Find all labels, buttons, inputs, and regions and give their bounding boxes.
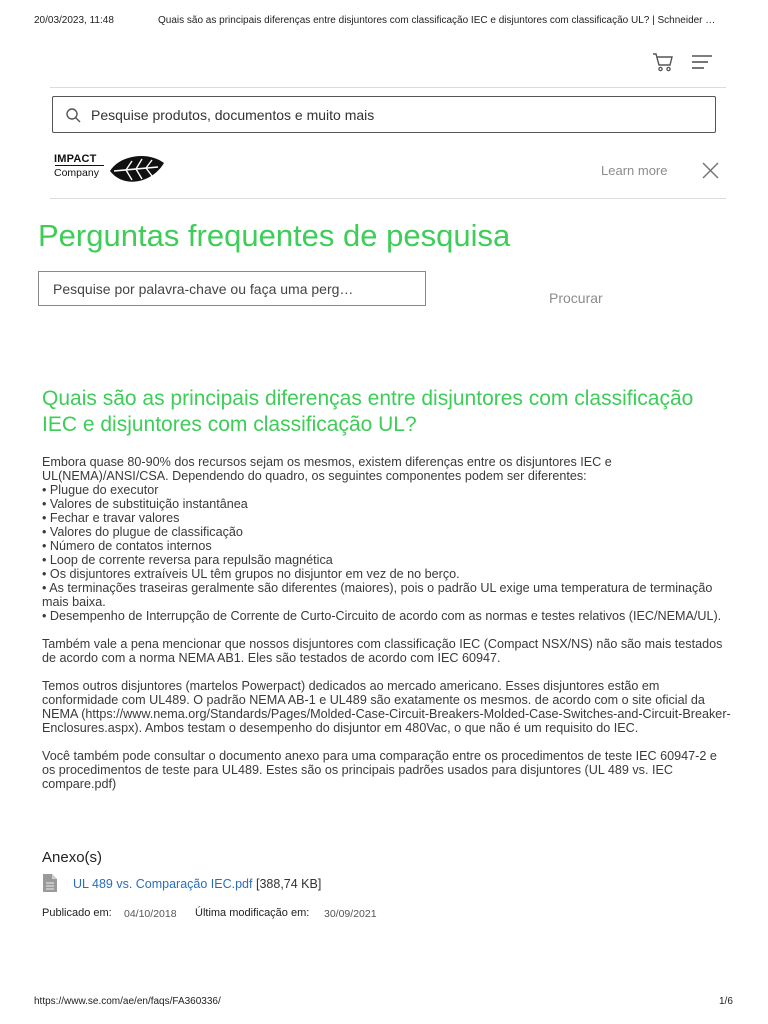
list-item: • Valores do plugue de classificação bbox=[42, 525, 243, 539]
search-placeholder: Pesquise produtos, documentos e muito mais bbox=[91, 107, 375, 123]
list-item: • Fechar e travar valores bbox=[42, 511, 180, 525]
attachments-heading: Anexo(s) bbox=[42, 849, 103, 866]
banner-divider bbox=[50, 198, 726, 199]
list-item: • Loop de corrente reversa para repulsão magnética bbox=[42, 553, 333, 567]
learn-more-link[interactable]: Learn more bbox=[601, 163, 668, 178]
logo-line-1: IMPACT bbox=[54, 153, 97, 165]
site-search-input[interactable] bbox=[52, 96, 716, 133]
print-url: https://www.se.com/ae/en/faqs/FA360336/ bbox=[34, 996, 221, 1007]
modified-label: Última modificação em: bbox=[195, 907, 310, 919]
header-divider bbox=[50, 87, 726, 88]
article-body bbox=[42, 455, 732, 791]
attachment-row bbox=[73, 877, 321, 891]
list-item: • As terminações traseiras geralmente são diferentes (maiores), pois o padrão UL exige uma temperatura de terminação mais baixa. bbox=[42, 581, 713, 609]
search-icon bbox=[65, 107, 81, 128]
question-heading: Quais são as principais diferenças entre disjuntores com classificação IEC e disjuntores com classificação UL? bbox=[42, 387, 694, 436]
differences-list bbox=[42, 483, 732, 623]
attachment-size: [388,74 KB] bbox=[255, 877, 322, 891]
paragraph-nema: Também vale a pena mencionar que nossos disjuntores com classificação IEC (Compact NSX/NS) não são mais testados de acordo com a norma NEMA AB1. Eles são testados de acordo com IEC 60947. bbox=[42, 637, 723, 665]
intro-paragraph: Embora quase 80-90% dos recursos sejam os mesmos, existem diferenças entre os disjuntores IEC e UL(NEMA)/ANSI/CSA. Dependendo do quadro, os seguintes componentes podem ser diferentes: bbox=[42, 455, 612, 483]
faq-search-placeholder: Pesquise por palavra-chave ou faça uma perg… bbox=[53, 281, 354, 297]
cart-icon[interactable] bbox=[652, 52, 674, 72]
print-page-number: 1/6 bbox=[719, 996, 733, 1007]
search-button[interactable]: Procurar bbox=[549, 290, 603, 306]
list-item: • Valores de substituição instantânea bbox=[42, 497, 248, 511]
list-item: • Número de contatos internos bbox=[42, 539, 212, 553]
faq-search-input[interactable] bbox=[38, 271, 426, 306]
list-item: • Os disjuntores extraíveis UL têm grupos no disjuntor em vez de no berço. bbox=[42, 567, 460, 581]
attachment-link[interactable]: UL 489 vs. Comparação IEC.pdf bbox=[73, 877, 253, 891]
impact-company-logo[interactable] bbox=[54, 153, 169, 189]
print-datetime: 20/03/2023, 11:48 bbox=[34, 15, 114, 26]
logo-underline bbox=[55, 165, 104, 166]
paragraph-attachment-ref: Você também pode consultar o documento anexo para uma comparação entre os procedimentos de teste IEC 60947-2 e os procedimentos de teste para UL489. Estes são os principais padrões usados para disjuntores (UL 489 vs. IEC compare.pdf) bbox=[42, 749, 717, 791]
logo-line-2: Company bbox=[54, 167, 99, 179]
paragraph-powerpact: Temos outros disjuntores (martelos Powerpact) dedicados ao mercado americano. Esses disjuntores estão em conformidade com UL489. O padrão NEMA AB-1 e UL489 são exatamente os mesmos. de acordo com o site oficial da NEMA (https://www.nema.org/Standards/Pages/Molded-Case-Circuit-Breakers-Molded-Case-Switches-and-Circuit-Breaker-Enclosures.aspx). Ambos testam o desempenho do disjuntor em 480Vac, o que não é um requisito do IEC. bbox=[42, 679, 731, 735]
published-label: Publicado em: bbox=[42, 907, 112, 919]
faq-title: Perguntas frequentes de pesquisa bbox=[38, 218, 511, 253]
published-date: 04/10/2018 bbox=[124, 908, 177, 920]
leaf-icon bbox=[108, 153, 166, 189]
modified-date: 30/09/2021 bbox=[324, 908, 377, 920]
close-icon[interactable] bbox=[702, 162, 719, 179]
list-item: • Desempenho de Interrupção de Corrente de Curto-Circuito de acordo com as normas e testes relativos (IEC/NEMA/UL). bbox=[42, 609, 722, 623]
print-document-title: Quais são as principais diferenças entre disjuntores com classificação IEC e disjuntores com classificação UL? | Schneider … bbox=[158, 15, 716, 26]
document-icon bbox=[43, 874, 57, 892]
hamburger-menu-icon[interactable] bbox=[692, 54, 712, 70]
list-item: • Plugue do executor bbox=[42, 483, 159, 497]
